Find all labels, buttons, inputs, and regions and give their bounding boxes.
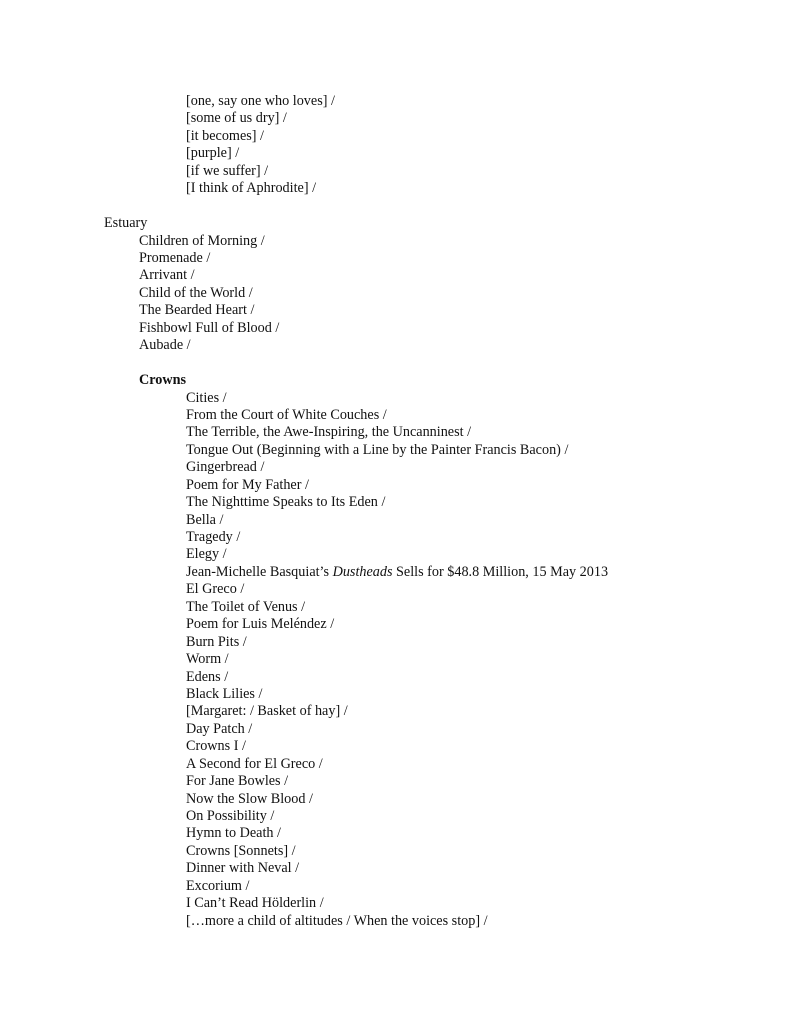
list-item: Bella / (186, 511, 224, 528)
list-item: Now the Slow Blood / (186, 790, 313, 807)
list-item: Hymn to Death / (186, 825, 281, 842)
list-item: I Can’t Read Hölderlin / (186, 895, 324, 912)
list-item: The Nighttime Speaks to Its Eden / (186, 494, 386, 511)
list-item: Arrivant / (139, 267, 195, 284)
list-item: Burn Pits / (186, 633, 247, 650)
title-suffix: Sells for $48.8 Million, 15 May 2013 (392, 563, 609, 580)
list-item: El Greco / (186, 581, 245, 598)
list-item: [one, say one who loves] / (186, 93, 335, 109)
list-item: Promenade / (139, 249, 211, 266)
list-item: [if we suffer] / (186, 162, 269, 179)
italic-title: Dustheads (332, 563, 393, 580)
list-item: Cities / (186, 389, 227, 406)
list-item: Excorium / (186, 877, 250, 894)
list-item: Tragedy / (186, 529, 241, 545)
list-item: For Jane Bowles / (186, 773, 289, 790)
crowns-poem-list (186, 390, 608, 931)
list-item: Fishbowl Full of Blood / (139, 319, 280, 336)
list-item: A Second for El Greco / (186, 755, 323, 772)
list-item: The Terrible, the Awe-Inspiring, the Uncanninest / (186, 424, 472, 441)
list-item: Dinner with Neval / (186, 860, 300, 877)
list-item: Day Patch / (186, 720, 253, 737)
top-poem-list (186, 93, 335, 198)
list-item: Child of the World / (139, 284, 253, 301)
list-item: [purple] / (186, 145, 240, 162)
section-heading-estuary: Estuary (104, 215, 148, 231)
list-item: From the Court of White Couches / (186, 406, 387, 423)
list-item: On Possibility / (186, 808, 275, 824)
list-item: [some of us dry] / (186, 110, 287, 127)
list-item: The Toilet of Venus / (186, 598, 306, 615)
list-item: […more a child of altitudes / When the voices stop] / (186, 912, 488, 929)
estuary-poem-list (139, 233, 279, 355)
list-item: Crowns [Sonnets] / (186, 842, 296, 859)
list-item: Edens / (186, 668, 229, 685)
list-item: Aubade / (139, 337, 191, 354)
list-item: Tongue Out (Beginning with a Line by the Painter Francis Bacon) / (186, 441, 569, 458)
list-item: Children of Morning / (139, 232, 265, 249)
list-item-basquiat (186, 564, 608, 581)
list-item: Poem for Luis Meléndez / (186, 616, 335, 633)
list-item: Crowns I / (186, 738, 246, 755)
list-item: Elegy / (186, 546, 227, 563)
list-item: [I think of Aphrodite] / (186, 180, 317, 197)
list-item: The Bearded Heart / (139, 302, 255, 319)
list-item: Gingerbread / (186, 459, 265, 476)
list-item: [it becomes] / (186, 127, 265, 144)
title-prefix: Jean-Michelle Basquiat’s (186, 563, 333, 580)
list-item: [Margaret: / Basket of hay] / (186, 703, 348, 720)
list-item: Poem for My Father / (186, 476, 309, 493)
list-item: Worm / (186, 651, 229, 668)
subsection-heading-crowns: Crowns (139, 372, 187, 388)
list-item: Black Lilies / (186, 685, 263, 702)
